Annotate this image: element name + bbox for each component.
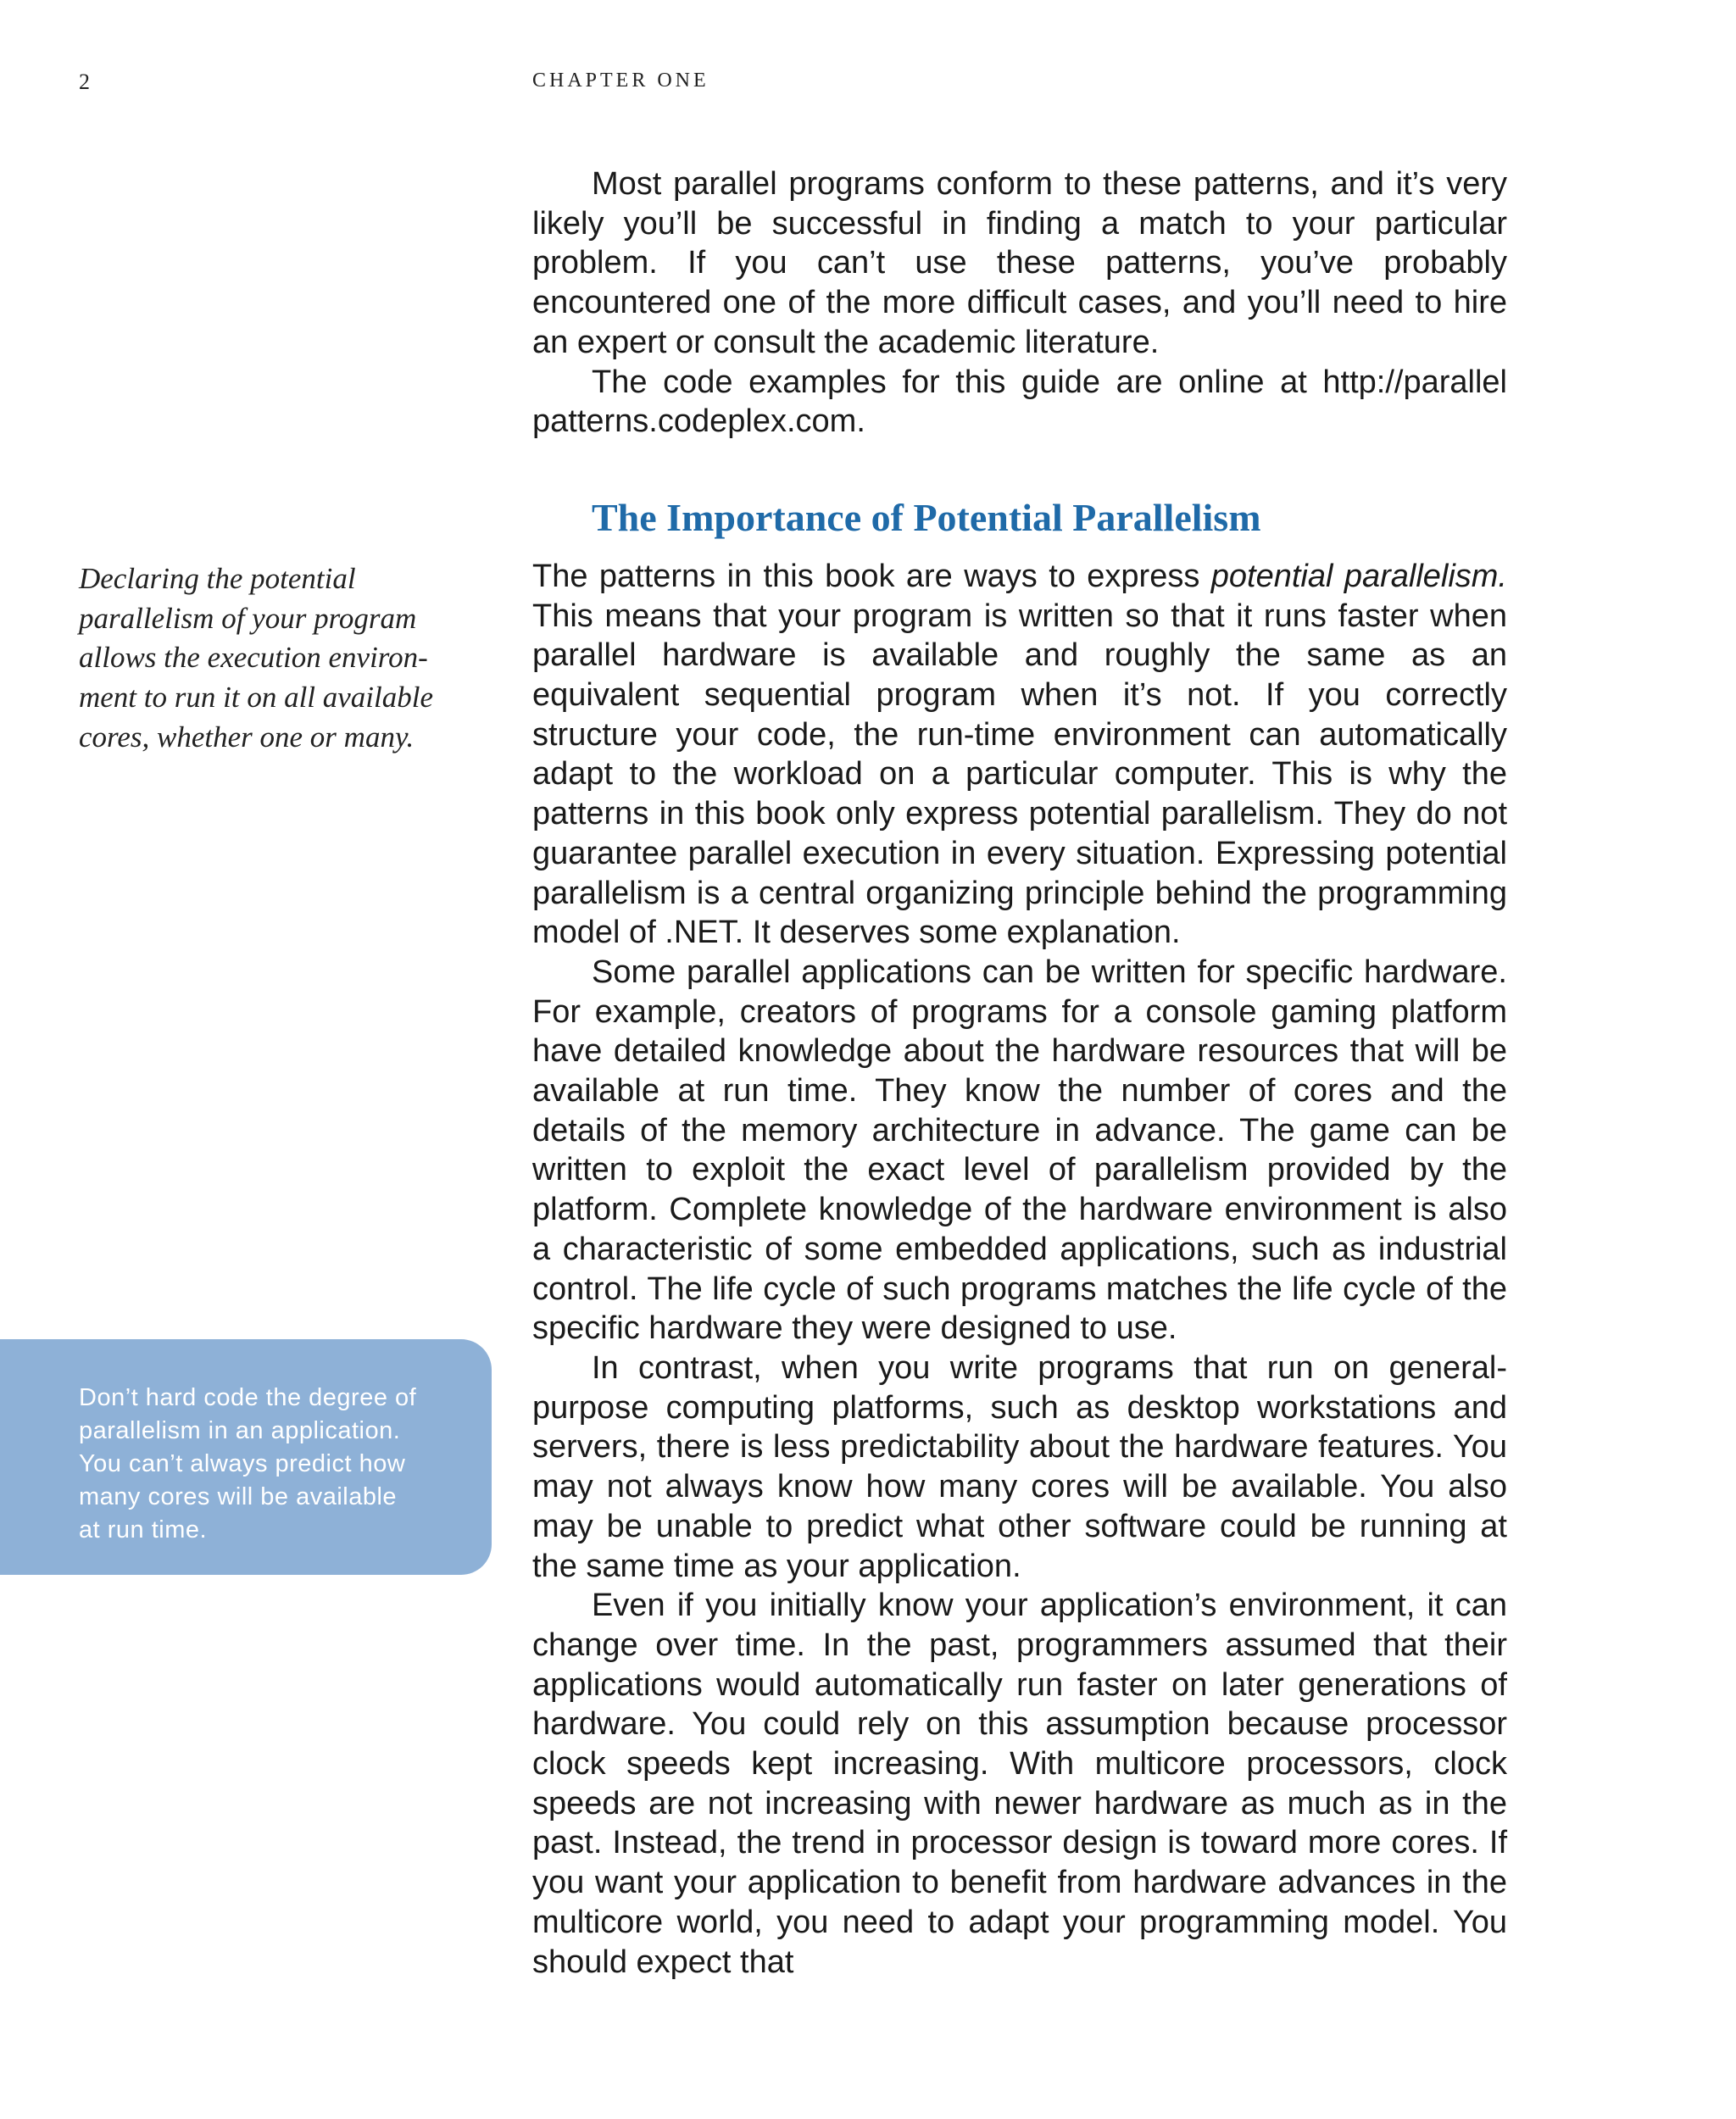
body-paragraph: Some parallel applications can be written for specific hardware. For example, creators of programs for a console gaming platform have detailed knowledge about the hardware resources that will be available at run time. They know the number of cores and the details of the memory architecture in advance. The game can be written to exploit the exact level of parallelism provided by the platform. Complete knowledge of the hardware environment is also a characteristic of some embedded applications, such as industrial control. The life cycle of such programs matches the life cycle of the specific hardware they were designed to use. — [532, 954, 1507, 1347]
margin-note-line: cores, whether one or many. — [79, 720, 415, 754]
paragraph-text: This means that your program is written so that it runs faster when parallel hardware is available and roughly the same as an equivalent sequential program when it’s not. If you correctly structure your code, the run-time environment can automatically adapt to the workload on a particular computer. This is why the patterns in this book only express potential parallelism. They do not guarantee parallel execution in every situation. Expressing potential parallelism is a central organizing principle behind the programming model of .NET. It deserves some explanation. — [532, 598, 1507, 951]
margin-note-line: allows the execution environ- — [79, 641, 428, 675]
body-paragraph: The code examples for this guide are online at http://parallel patterns.codeplex.com. — [532, 364, 1507, 440]
callout-line: parallelism in an application. — [79, 1417, 401, 1444]
body-paragraph: In contrast, when you write programs that run on general-purpose computing platforms, such as desktop workstations and servers, there is less predictability about the hardware features. You may not always know how many cores will be available. You also may be unable to predict what other software could be running at the same time as your application. — [532, 1349, 1507, 1584]
section-heading: The Importance of Potential Parallelism — [592, 495, 1261, 539]
emphasis-text: potential parallelism. — [1210, 558, 1507, 594]
body-paragraph: Most parallel programs conform to these patterns, and it’s very likely you’ll be successful in finding a match to your particular problem. If you can’t use these patterns, you’ve probably encountered one of the more difficult cases, and you’ll need to hire an expert or consult the academic literature. — [532, 166, 1507, 360]
callout-line: at run time. — [79, 1516, 208, 1543]
tip-callout — [0, 1339, 492, 1575]
callout-line: many cores will be available — [79, 1483, 398, 1510]
margin-note-line: Declaring the potential — [79, 562, 356, 595]
main-text-column — [532, 164, 1507, 1982]
callout-line: Don’t hard code the degree of — [79, 1384, 417, 1411]
page-number: 2 — [79, 70, 90, 94]
callout-line: You can’t always predict how — [79, 1450, 406, 1477]
body-paragraph — [532, 557, 1507, 953]
running-head: CHAPTER ONE — [532, 70, 709, 92]
body-paragraph: Even if you initially know your application’s environment, it can change over time. In the past, programmers assumed that their applications would automatically run faster on later generations of hardware. You could rely on this assumption because processor clock speeds kept increasing. With multicore processors, clock speeds are not increasing with newer hardware as much as in the past. Instead, the trend in processor design is toward more cores. If you want your application to benefit from hardware advances in the multicore world, you need to adapt your programming model. You should expect that — [532, 1588, 1507, 1980]
margin-note-line: parallelism of your program — [79, 601, 417, 635]
margin-note — [79, 559, 469, 758]
paragraph-text: The patterns in this book are ways to express — [532, 558, 1211, 594]
margin-note-line: ment to run it on all available — [79, 681, 434, 715]
